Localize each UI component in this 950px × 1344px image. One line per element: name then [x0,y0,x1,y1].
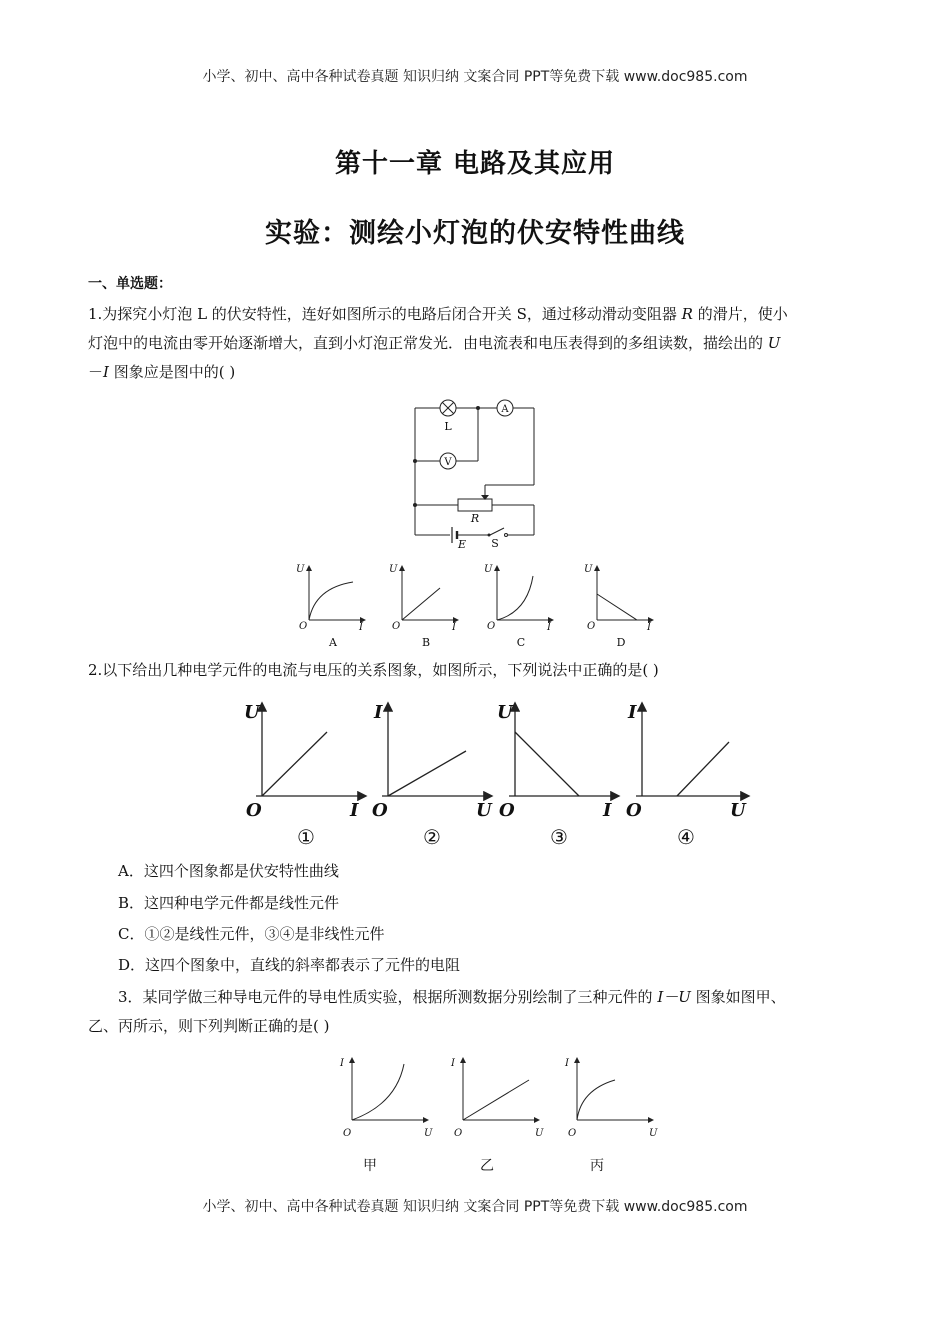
q1-graph-d [581,560,661,650]
graph-label-3: ③ [550,825,568,849]
q1-graph-b [386,560,466,650]
var-i: I [103,363,109,381]
svg-text:U: U [497,702,513,723]
svg-text:O: O [487,621,496,632]
q2-option-c[interactable]: C．①②是线性元件，③④是非线性元件 [118,925,385,943]
lamp-label: L [444,420,452,433]
var-u: U [767,334,781,352]
graph-label-b: B [421,636,431,649]
q2-graph-3 [493,698,623,848]
lamp-symbol [440,400,456,416]
battery-label: E [457,538,467,551]
svg-text:O: O [299,621,308,632]
experiment-title: 实验：测绘小灯泡的伏安特性曲线 [265,218,685,249]
q3-graph-jia [336,1052,441,1177]
q2-graph-2 [366,698,496,848]
svg-text:I: I [603,800,612,821]
rheostat-label: R [470,512,480,525]
q2-graph-4 [620,698,755,848]
svg-text:A: A [501,404,509,415]
svg-text:O: O [392,621,401,632]
q3-text [88,983,866,1041]
switch-label: S [491,537,499,550]
svg-text:I: I [565,1058,569,1069]
q2-option-d[interactable]: D．这四个图象中，直线的斜率都表示了元件的电阻 [118,956,461,974]
q1-graph-c [481,560,561,650]
svg-text:U: U [730,800,746,821]
q2-option-b[interactable]: B．这四种电学元件都是线性元件 [118,894,340,912]
svg-text:U: U [296,564,305,575]
ammeter-symbol [497,400,513,416]
q2-text: 2.以下给出几种电学元件的电流与电压的关系图象，如图所示，下列说法中正确的是( ) [88,661,659,679]
svg-text:U: U [476,800,492,821]
svg-text:I: I [628,702,637,723]
graph-label-a: A [329,636,337,649]
q3-line-2: 乙、丙所示，则下列判断正确的是( ) [88,1017,330,1035]
svg-text:U: U [535,1128,544,1139]
graph-label-d: D [616,636,626,649]
q1-line-1: 1.为探究小灯泡 L 的伏安特性，连好如图所示的电路后闭合开关 S，通过移动滑动变阻器 R 的滑片，使小 [88,305,788,323]
graph-label-4: ④ [677,825,695,849]
svg-text:O: O [499,800,515,821]
svg-text:I: I [374,702,383,723]
svg-text:O: O [454,1128,463,1139]
svg-text:O: O [372,800,388,821]
section-label: 一、单选题： [88,276,172,292]
q3-graph-bing [561,1052,666,1177]
q3-graph-yi [447,1052,552,1177]
graph-label-bing: 丙 [590,1158,604,1174]
graph-label-2: ② [423,825,441,849]
page-header: 小学、初中、高中各种试卷真题 知识归纳 文案合同 PPT等免费下载 www.doc985.com [202,69,748,85]
graph-label-c: C [516,636,526,649]
svg-text:I: I [452,622,456,633]
chapter-title: 第十一章 电路及其应用 [334,149,616,179]
svg-text:I: I [547,622,551,633]
svg-text:I: I [350,800,359,821]
svg-text:U: U [649,1128,658,1139]
svg-text:U: U [424,1128,433,1139]
q2-graph-1 [240,698,370,848]
voltmeter-symbol [440,453,456,469]
svg-text:U: U [484,564,493,575]
svg-text:O: O [626,800,642,821]
svg-text:O: O [343,1128,352,1139]
svg-text:U: U [244,702,260,723]
svg-text:O: O [246,800,262,821]
q1-circuit-diagram [400,398,550,551]
q1-line-2: 灯泡中的电流由零开始逐渐增大，直到小灯泡正常发光．由电流表和电压表得到的多组读数，描绘出的 U [88,334,781,352]
graph-label-yi: 乙 [480,1158,494,1174]
svg-text:I: I [340,1058,344,1069]
svg-text:U: U [389,564,398,575]
svg-text:I: I [647,622,651,633]
svg-text:I: I [451,1058,455,1069]
page-footer: 小学、初中、高中各种试卷真题 知识归纳 文案合同 PPT等免费下载 www.doc985.com [202,1199,748,1215]
svg-text:O: O [568,1128,577,1139]
svg-text:V: V [444,457,452,468]
q1-line-3: －I 图象应是图中的( ) [88,363,236,381]
graph-label-1: ① [297,825,315,849]
q1-text [88,300,866,387]
graph-label-jia: 甲 [363,1158,377,1174]
q1-graph-a [293,560,373,650]
svg-text:I: I [359,622,363,633]
svg-text:U: U [584,564,593,575]
q3-line-1: 3．某同学做三种导电元件的导电性质实验，根据所测数据分别绘制了三种元件的 I－U 图象如图甲、 [118,988,786,1006]
var-iu: I－U [657,988,691,1006]
q2-option-a[interactable]: A．这四个图象都是伏安特性曲线 [118,862,339,880]
var-r: R [681,305,693,323]
svg-text:O: O [587,621,596,632]
